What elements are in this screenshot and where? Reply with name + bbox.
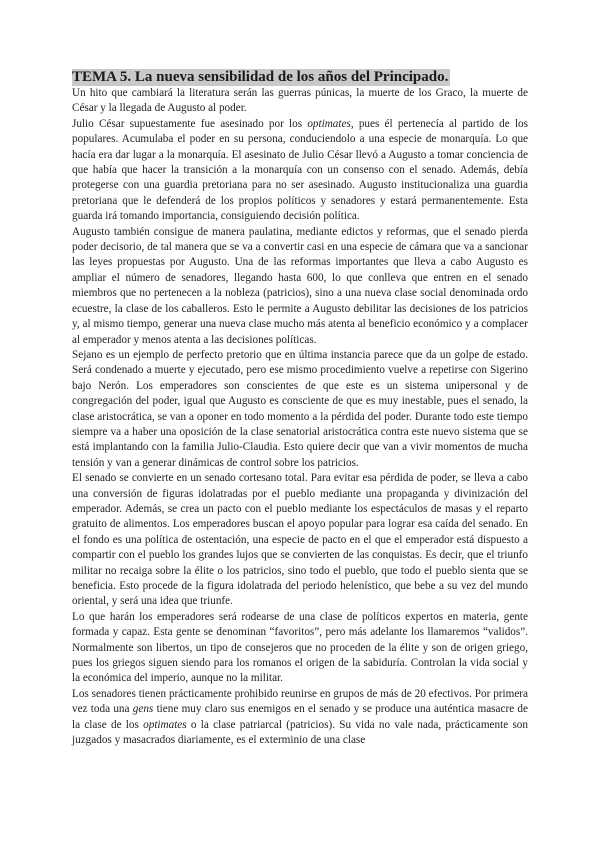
paragraph: El senado se convierte en un senado cortesano total. Para evitar esa pérdida de poder, se lleva a cabo una conversión de figuras idolatradas por el pueblo mediante una propaganda y divinización del emperador. Además, se crea un pacto con el pueblo mediante los espectáculos de masas y el reparto gratuito de alimentos. Los emperadores buscan el apoyo popular para lograr esa caída del senado. En el fondo es una política de ostentación, una especie de pacto en el que el emperador está dispuesto a compartir con el pueblo los grandes lujos que se convierten de las conquistas. Es decir, que el triunfo militar no recaiga sobre la élite o los patricios, sino todo el pueblo, que todo el pueblo sienta que se beneficia. Esto procede de la figura idolatrada del periodo helenístico, que bebe a su vez del mundo oriental, y será una idea que triunfe. <box>72 472 528 608</box>
italic-term: gens <box>132 703 154 716</box>
document-page <box>72 68 528 748</box>
paragraph: Sejano es un ejemplo de perfecto pretorio que en última instancia parece que da un golpe de estado. Será condenado a muerte y ejecutado, pero ese mismo procedimiento vuelve a repetirse con Sigerino bajo Nerón. Los emperadores son conscientes de que este es un sistema unipersonal y de congregación del poder, igual que Augusto es consciente de que es muy inestable, pues el senado, la clase aristocrática, se van a oponer en todo momento a la pérdida del poder. Durante todo este tiempo siempre va a haber una oposición de la clase senatorial aristocrática contra este nuevo sistema que se está implantando con la familia Julio-Claudia. Esto quiere decir que van a vivir momentos de mucha tensión y van a generar dinámicas de control sobre los patricios. <box>72 348 528 469</box>
paragraph: Los senadores tienen prácticamente prohibido reunirse en grupos de más de 20 efectivos. Por primera vez toda una gens tiene muy claro sus enemigos en el senado y se produce una auténtica masacre de la clase de los optimates o la clase patriarcal (patricios). Su vida no vale nada, prácticamente son juzgados y masacrados diariamente, es el exterminio de una clase <box>72 687 528 747</box>
paragraph: Julio César supuestamente fue asesinado por los optimates, pues él pertenecía al partido de los populares. Acumulaba el poder en su persona, conduciendolo a una especie de monarquía. Lo que hacía era dar lugar a la monarquía. El asesinato de Julio César llevó a Augusto a tomar conciencia de que había que hacer la transición a la monarquía con un consenso con el senado. Además, debía protegerse con una guardia pretoriana para no ser asesinado. Augusto institucionaliza una guardia pretoriana que le defenderá de los propios políticos y senadores y estará permanentemente. Esta guarda irá tomando importancia, consiguiendo decisión política. <box>72 117 529 223</box>
italic-term: optimates <box>307 117 351 130</box>
paragraph: Un hito que cambiará la literatura serán las guerras púnicas, la muerte de los Graco, la muerte de César y la llegada de Augusto al poder. <box>72 87 528 115</box>
italic-term: optimates <box>143 718 187 731</box>
paragraph: Augusto también consigue de manera paulatina, mediante edictos y reformas, que el senado pierda poder decisorio, de tal manera que se va a convertir casi en una especie de cámara que va a sancionar las leyes propuestas por Augusto. Una de las reformas importantes que lleva a cabo Augusto es ampliar el número de senadores, llegando hasta 600, lo que conlleva que entren en el senado miembros que no pertenecen a la nobleza (patricios), sino a una nueva clase social denominada ordo ecuestre, la clase de los caballeros. Esto le permite a Augusto debilitar las decisiones de los patricios y, al mismo tiempo, generar una nueva clase mucho más atenta al beneficio económico y a complacer al emperador y menos atenta a las decisiones políticas. <box>72 225 528 346</box>
paragraph: Lo que harán los emperadores será rodearse de una clase de políticos expertos en materia, gente formada y capaz. Esta gente se denominan “favoritos”, pero más adelante los llamaremos “validos”. Normalmente son libertos, un tipo de consejeros que no proceden de la élite y son de origen griego, pues los griegos siguen siendo para los romanos el origen de la sabiduría. Controlan la vida social y la económica del imperio, aunque no la militar. <box>72 610 528 685</box>
document-body <box>72 86 528 748</box>
page-title: TEMA 5. La nueva sensibilidad de los años del Principado. <box>72 69 449 85</box>
